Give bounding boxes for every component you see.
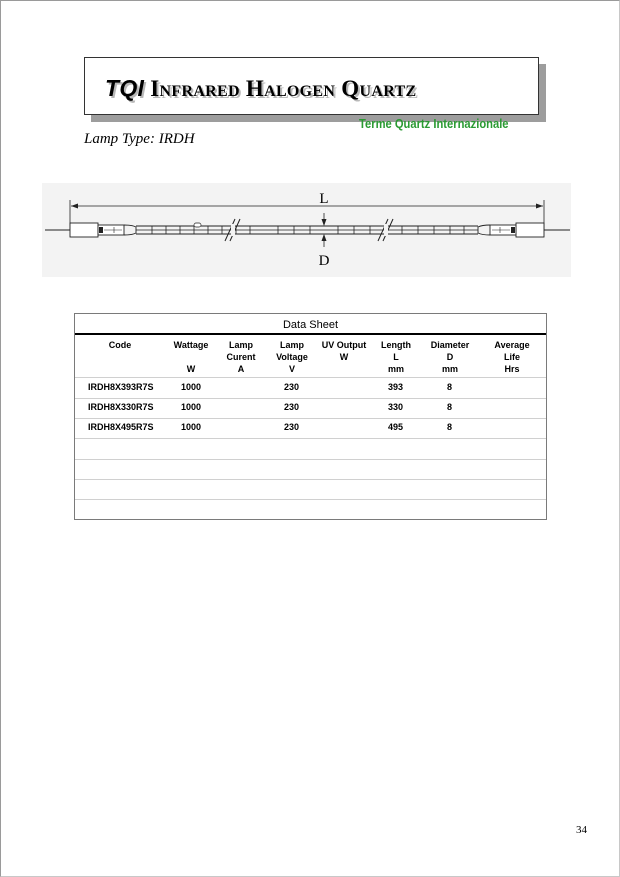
cell-wattage: 1000	[181, 382, 202, 392]
data-sheet-table	[74, 313, 547, 520]
col-header-uv-output: UV Output W	[321, 340, 367, 362]
data-sheet-title: Data Sheet	[282, 319, 339, 331]
cell-diameter: 8	[447, 382, 453, 392]
col-header-length: Length L mm	[381, 340, 411, 374]
cell-length: 393	[388, 382, 404, 392]
lamp-drawing	[42, 183, 571, 277]
brand-name: TQI	[105, 75, 145, 101]
col-header-average-life: Average Life Hrs	[494, 340, 530, 374]
row-divider	[75, 398, 546, 399]
row-divider	[75, 499, 546, 500]
col-header-wattage: Wattage W	[173, 340, 209, 374]
length-label: L	[319, 191, 329, 207]
cell-voltage: 230	[284, 402, 300, 412]
cell-diameter: 8	[447, 422, 453, 432]
cell-length: 330	[388, 402, 404, 412]
col-header-code: Code	[108, 340, 132, 350]
cell-wattage: 1000	[181, 422, 202, 432]
page-number: 34	[576, 824, 587, 836]
row-divider	[75, 438, 546, 439]
col-header-diameter: Diameter D mm	[430, 340, 470, 374]
cell-voltage: 230	[284, 422, 300, 432]
col-header-voltage: Lamp Voltage V	[276, 340, 308, 374]
cell-voltage: 230	[284, 382, 300, 392]
cell-diameter: 8	[447, 402, 453, 412]
header-rule	[75, 333, 546, 335]
row-divider	[75, 418, 546, 419]
row-divider	[75, 377, 546, 378]
product-title: Infrared Halogen Quartz	[150, 76, 417, 101]
banner-title	[105, 75, 416, 102]
title-banner	[84, 57, 539, 115]
diameter-label: D	[318, 253, 330, 269]
company-name: Terme Quartz Internazionale	[359, 116, 509, 131]
cell-code: IRDH8X393R7S	[88, 382, 154, 392]
cell-length: 495	[388, 422, 404, 432]
row-divider	[75, 459, 546, 460]
col-header-current: Lamp Curent A	[226, 340, 256, 374]
cell-code: IRDH8X330R7S	[88, 402, 154, 412]
cell-code: IRDH8X495R7S	[88, 422, 154, 432]
cell-wattage: 1000	[181, 402, 202, 412]
row-divider	[75, 479, 546, 480]
lamp-type-label: Lamp Type: IRDH	[84, 131, 195, 147]
